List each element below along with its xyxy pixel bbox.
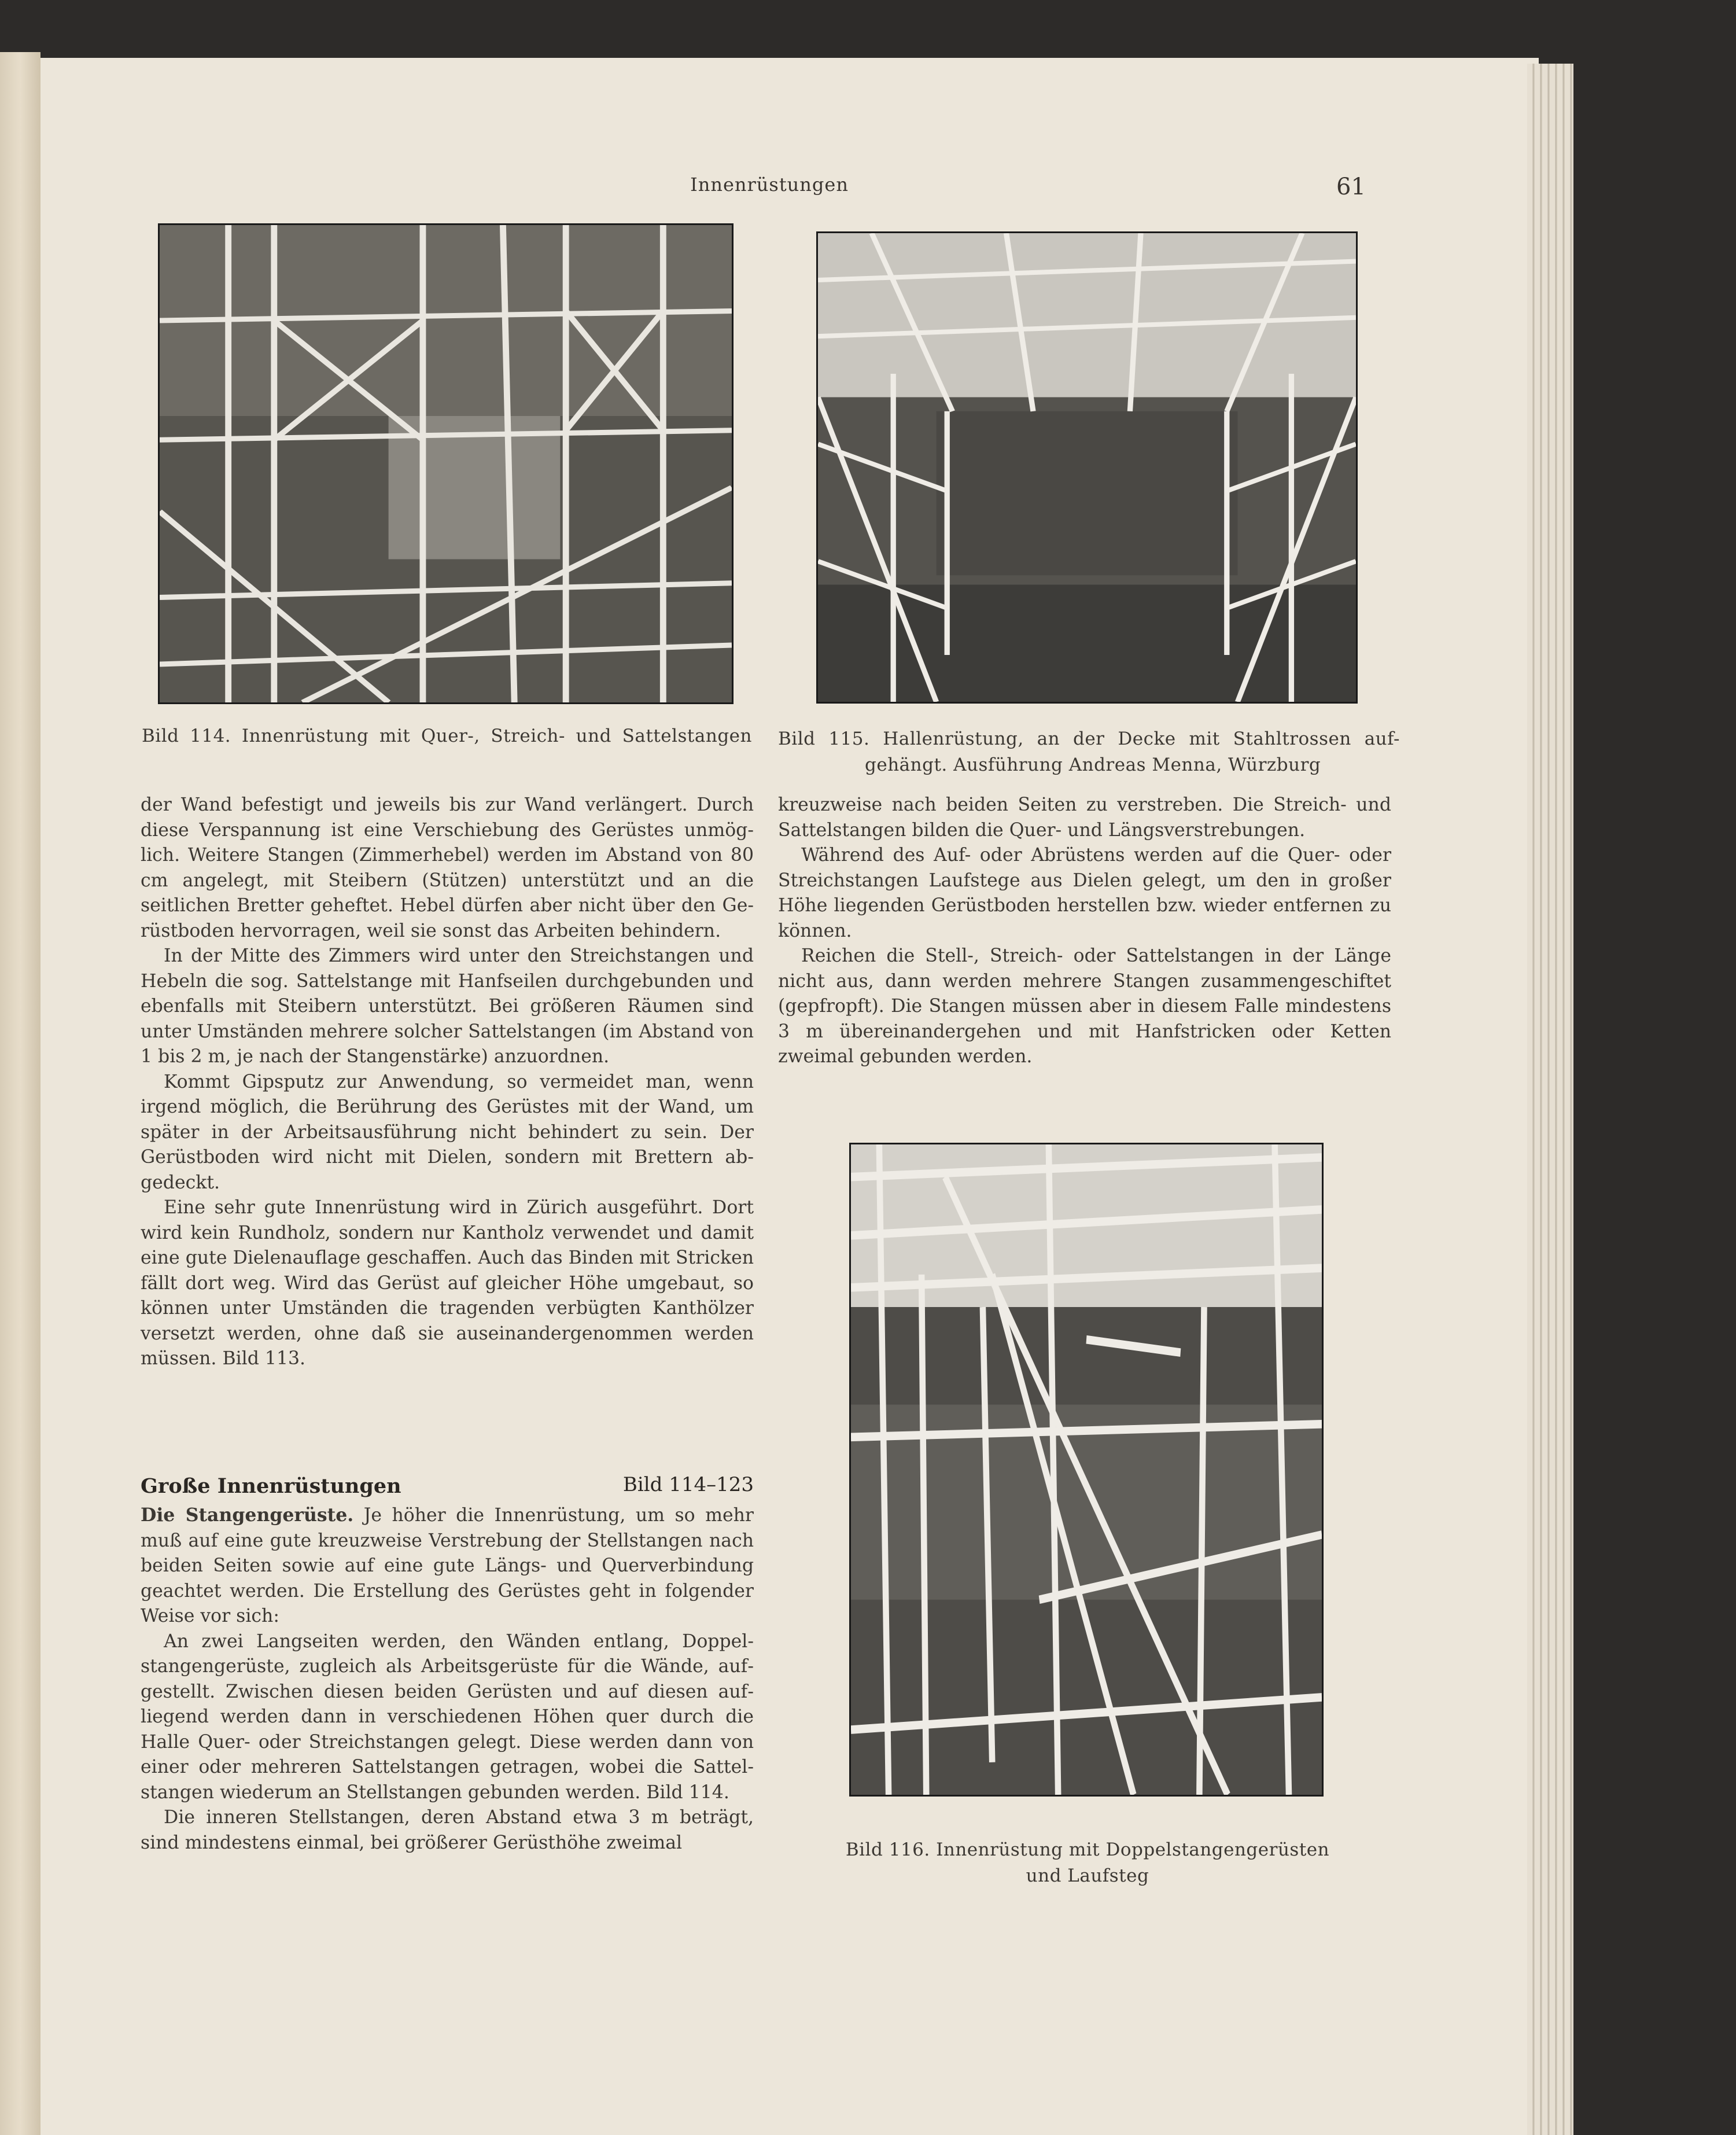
scaffold-photo-115-art bbox=[818, 233, 1356, 702]
photo-bild-114 bbox=[158, 223, 734, 704]
caption-text-line-2: gehängt. Ausführung Andreas Menna, Würzburg bbox=[865, 754, 1321, 775]
paragraph: In der Mitte des Zimmers wird unter den Streichstangen und Hebeln die sog. Sattelstange mit Hanfseilen durchgebunden und ebenfalls mit Steibern unterstützt. Bei größeren Räumen sind unter Umständen mehrere solcher Sattelstangen (im Abstand von 1 bis 2 m, je nach der Stangenstärke) anzuordnen. bbox=[141, 945, 754, 1067]
right-text-column bbox=[778, 793, 1391, 1070]
left-page-edge bbox=[0, 52, 40, 2135]
caption-label: Bild 116. bbox=[845, 1839, 930, 1860]
photo-bild-115 bbox=[816, 231, 1358, 704]
caption-text-line-2: und Laufsteg bbox=[1026, 1865, 1149, 1886]
caption-text-line-1: Hallenrüstung, an der Decke mit Stahltrossen auf- bbox=[883, 728, 1400, 749]
photo-bild-116 bbox=[849, 1143, 1324, 1797]
section-heading: Große Innenrüstungen bbox=[141, 1474, 401, 1498]
paragraph: Eine sehr gute Innenrüstung wird in Zürich ausgeführt. Dort wird kein Rundholz, sondern nur Kantholz verwendet und damit eine gute Dielenauflage geschaffen. Auch das Binden mit Stricken fällt dort weg. Wird das Gerüst auf gleicher Höhe umgebaut, so können unter Umständen die tragenden verbügten Kanthölzer versetzt werden, ohne daß sie auseinandergenommen werden müssen. Bild 113. bbox=[141, 1197, 754, 1369]
page-stack-edge bbox=[1527, 64, 1573, 2135]
paragraph-lead: Die Stangengerüste. bbox=[141, 1504, 354, 1526]
paragraph: der Wand befestigt und jeweils bis zur Wand verlängert. Durch diese Verspannung ist eine Verschiebung des Gerüstes unmöglich. Weitere Stangen (Zimmerhebel) werden im Abstand von 80 cm angelegt, mit Steibern (Stützen) unterstützt und an die seitlichen Bretter geheftet. Hebel dürfen aber nicht über den Gerüstboden hervorragen, weil sie sonst das Arbeiten behindern. bbox=[141, 794, 754, 941]
paragraph: Die inneren Stellstangen, deren Abstand etwa 3 m beträgt, sind mindestens einmal, bei größerer Gerüsthöhe zweimal bbox=[141, 1807, 754, 1853]
paragraph: Während des Auf- oder Abrüstens werden auf die Quer- oder Streichstangen Laufstege aus Dielen gelegt, um den in großer Höhe liegenden Gerüstboden herstellen bzw. wieder entfernen zu können. bbox=[778, 845, 1391, 941]
running-header: Innenrüstungen bbox=[690, 174, 849, 196]
caption-text-line-1: Innenrüstung mit Doppelstangengerüsten bbox=[936, 1839, 1330, 1860]
caption-text: Innenrüstung mit Quer-, Streich- und Sattelstangen bbox=[241, 726, 752, 746]
paragraph bbox=[141, 1503, 754, 1629]
caption-label: Bild 114. bbox=[142, 726, 231, 746]
paragraph-body: Je höher die Innenrüstung, um so mehr muß auf eine gute kreuzweise Verstrebung der Stellstangen nach beiden Seiten sowie auf eine gute Längs- und Querverbindung geachtet werden. Die Erstellung des Gerüstes geht in folgender Weise vor sich: bbox=[141, 1505, 754, 1626]
section-figure-range: Bild 114–123 bbox=[622, 1473, 754, 1496]
paragraph: kreuzweise nach beiden Seiten zu verstreben. Die Streich- und Sattelstangen bilden die Quer- und Längsverstrebungen. bbox=[778, 794, 1391, 841]
left-text-column-lower bbox=[141, 1503, 754, 1856]
paragraph: Kommt Gipsputz zur Anwendung, so vermeidet man, wenn irgend möglich, die Berührung des Gerüstes mit der Wand, um später in der Arbeitsausführung nicht behindert zu sein. Der Gerüstboden wird nicht mit Dielen, sondern mit Brettern abgedeckt. bbox=[141, 1071, 754, 1193]
caption-bild-115 bbox=[778, 726, 1400, 778]
page-number: 61 bbox=[1336, 174, 1366, 200]
scaffold-photo-114-art bbox=[160, 225, 732, 702]
paragraph: Reichen die Stell-, Streich- oder Sattelstangen in der Länge nicht aus, dann werden mehrere Stangen zusammengeschiftet (gepfropft). Die Stangen müssen aber in diesem Falle mindestens 3 m übereinandergehen und mit Hanfstricken oder Ketten zweimal gebunden werden. bbox=[778, 945, 1391, 1067]
scaffold-photo-116-art bbox=[851, 1144, 1322, 1795]
caption-bild-114 bbox=[142, 723, 752, 749]
left-text-column bbox=[141, 793, 754, 1372]
caption-label: Bild 115. bbox=[778, 728, 870, 749]
caption-bild-116 bbox=[810, 1837, 1365, 1889]
paragraph: An zwei Langseiten werden, den Wänden entlang, Doppelstangengerüste, zugleich als Arbeitsgerüste für die Wände, aufgestellt. Zwischen diesen beiden Gerüsten und auf diesen aufliegend werden dann in verschiedenen Höhen quer durch die Halle Quer- oder Streichstangen gelegt. Diese werden dann von einer oder mehreren Sattelstangen getragen, wobei die Sattelstangen wiederum an Stellstangen gebunden werden. Bild 114. bbox=[141, 1630, 754, 1803]
